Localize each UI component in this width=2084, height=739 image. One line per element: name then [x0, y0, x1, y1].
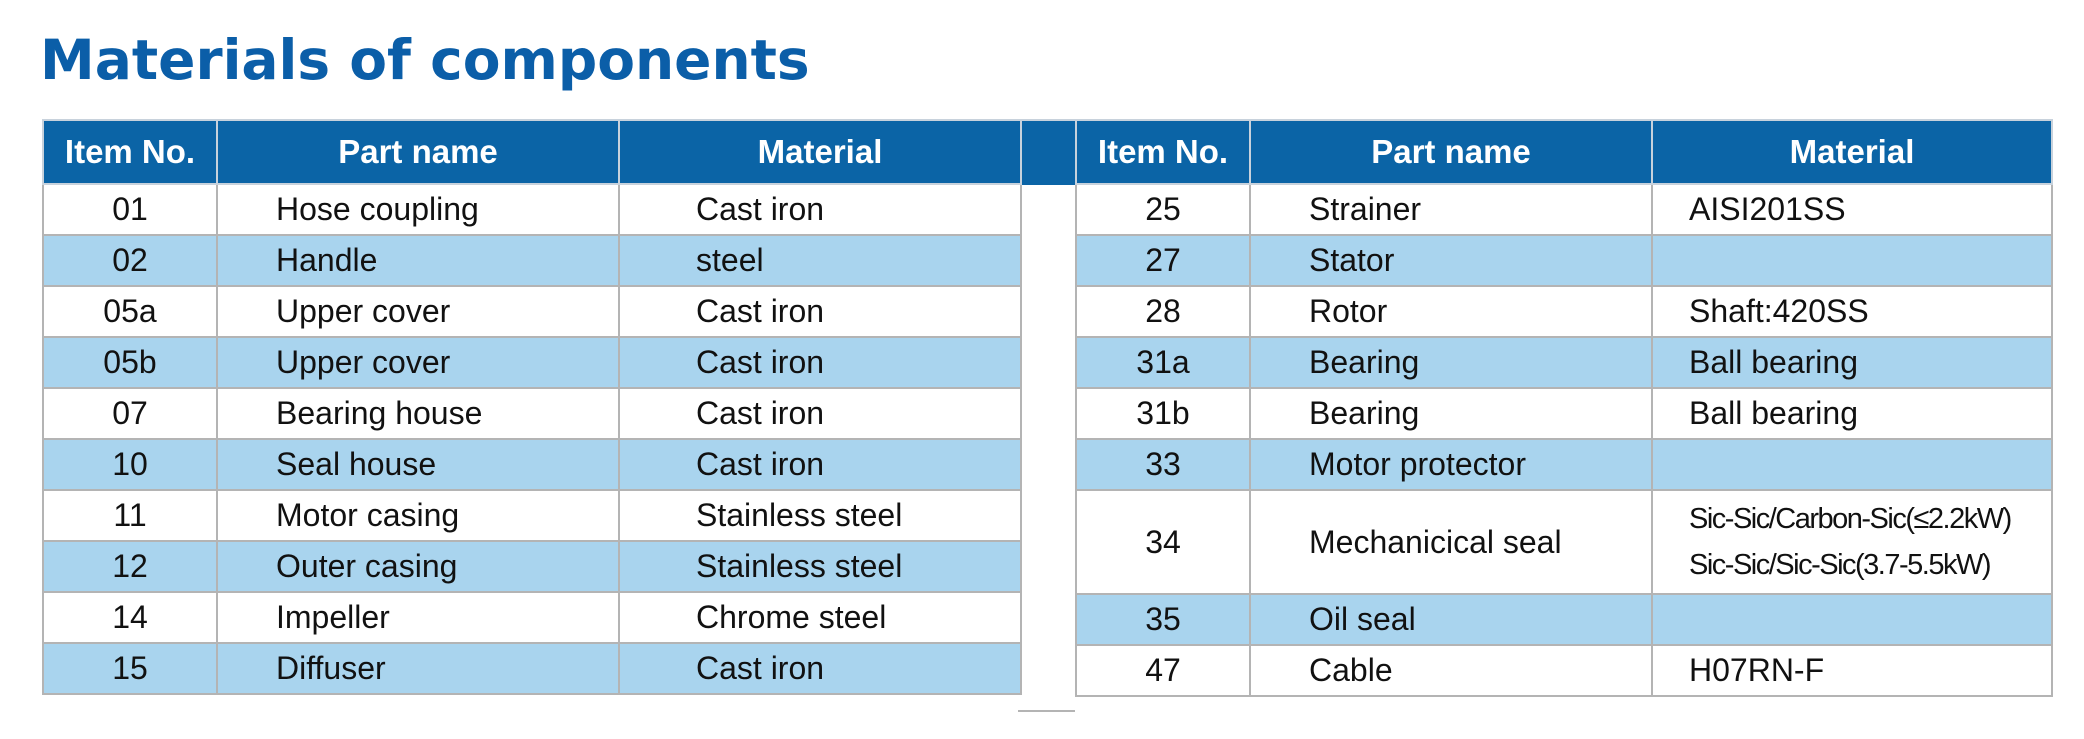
table-row — [43, 337, 1021, 388]
material-cell: Shaft:420SS — [1652, 286, 2052, 337]
part-name-cell: Bearing — [1250, 388, 1652, 439]
material-cell: Cast iron — [619, 439, 1021, 490]
table-row — [1076, 388, 2052, 439]
table-row — [1076, 645, 2052, 696]
table-row — [43, 184, 1021, 235]
material-cell: Cast iron — [619, 184, 1021, 235]
table-header-row — [43, 120, 1021, 184]
material-cell: Cast iron — [619, 643, 1021, 694]
part-name-cell: Handle — [217, 235, 619, 286]
item-no-cell: 01 — [43, 184, 217, 235]
item-no-cell: 31b — [1076, 388, 1250, 439]
item-no-cell: 28 — [1076, 286, 1250, 337]
material-cell — [1652, 490, 2052, 594]
table-separator-header — [1018, 121, 1075, 185]
table-row — [1076, 235, 2052, 286]
part-name-cell: Cable — [1250, 645, 1652, 696]
table-row — [43, 286, 1021, 337]
part-name-cell: Motor protector — [1250, 439, 1652, 490]
table-row — [1076, 184, 2052, 235]
item-no-cell: 34 — [1076, 490, 1250, 594]
part-name-cell: Outer casing — [217, 541, 619, 592]
part-name-cell: Upper cover — [217, 286, 619, 337]
material-cell — [1652, 594, 2052, 645]
part-name-cell: Stator — [1250, 235, 1652, 286]
material-cell — [1652, 235, 2052, 286]
page-title: Materials of components — [40, 28, 810, 92]
part-name-cell: Mechanicical seal — [1250, 490, 1652, 594]
part-name-cell: Hose coupling — [217, 184, 619, 235]
material-cell — [1652, 439, 2052, 490]
table-row — [1076, 490, 2052, 594]
item-no-cell: 25 — [1076, 184, 1250, 235]
material-cell: Chrome steel — [619, 592, 1021, 643]
part-name-cell: Impeller — [217, 592, 619, 643]
item-no-cell: 07 — [43, 388, 217, 439]
item-no-cell: 15 — [43, 643, 217, 694]
item-no-cell: 47 — [1076, 645, 1250, 696]
column-header-item-no: Item No. — [43, 120, 217, 184]
part-name-cell: Bearing house — [217, 388, 619, 439]
part-name-cell: Seal house — [217, 439, 619, 490]
table-row — [1076, 439, 2052, 490]
table-row — [43, 439, 1021, 490]
item-no-cell: 11 — [43, 490, 217, 541]
item-no-cell: 10 — [43, 439, 217, 490]
material-cell: steel — [619, 235, 1021, 286]
item-no-cell: 31a — [1076, 337, 1250, 388]
table-separator — [1018, 119, 1075, 712]
material-line: Sic-Sic/Carbon-Sic(≤2.2kW) — [1689, 503, 2011, 535]
item-no-cell: 05b — [43, 337, 217, 388]
item-no-cell: 05a — [43, 286, 217, 337]
column-header-part-name: Part name — [1250, 120, 1652, 184]
part-name-cell: Bearing — [1250, 337, 1652, 388]
column-header-material: Material — [619, 120, 1021, 184]
material-cell: H07RN-F — [1652, 645, 2052, 696]
material-line: Sic-Sic/Sic-Sic(3.7-5.5kW) — [1689, 549, 1990, 581]
item-no-cell: 14 — [43, 592, 217, 643]
table-header-row — [1076, 120, 2052, 184]
materials-table-left — [42, 119, 1022, 695]
table-row — [1076, 286, 2052, 337]
column-header-item-no: Item No. — [1076, 120, 1250, 184]
material-cell: Stainless steel — [619, 541, 1021, 592]
material-cell: Cast iron — [619, 286, 1021, 337]
table-row — [43, 388, 1021, 439]
material-cell: Stainless steel — [619, 490, 1021, 541]
material-cell: Cast iron — [619, 337, 1021, 388]
item-no-cell: 02 — [43, 235, 217, 286]
column-header-part-name: Part name — [217, 120, 619, 184]
part-name-cell: Upper cover — [217, 337, 619, 388]
table-row — [43, 643, 1021, 694]
material-cell: Ball bearing — [1652, 337, 2052, 388]
material-cell: Ball bearing — [1652, 388, 2052, 439]
table-row — [43, 541, 1021, 592]
table-row — [1076, 594, 2052, 645]
table-row — [43, 235, 1021, 286]
item-no-cell: 33 — [1076, 439, 1250, 490]
item-no-cell: 27 — [1076, 235, 1250, 286]
material-cell: Cast iron — [619, 388, 1021, 439]
materials-table-right — [1075, 119, 2053, 697]
table-row — [43, 592, 1021, 643]
part-name-cell: Rotor — [1250, 286, 1652, 337]
column-header-material: Material — [1652, 120, 2052, 184]
table-row — [1076, 337, 2052, 388]
part-name-cell: Oil seal — [1250, 594, 1652, 645]
material-cell: AISI201SS — [1652, 184, 2052, 235]
item-no-cell: 35 — [1076, 594, 1250, 645]
part-name-cell: Diffuser — [217, 643, 619, 694]
part-name-cell: Motor casing — [217, 490, 619, 541]
part-name-cell: Strainer — [1250, 184, 1652, 235]
table-row — [43, 490, 1021, 541]
item-no-cell: 12 — [43, 541, 217, 592]
